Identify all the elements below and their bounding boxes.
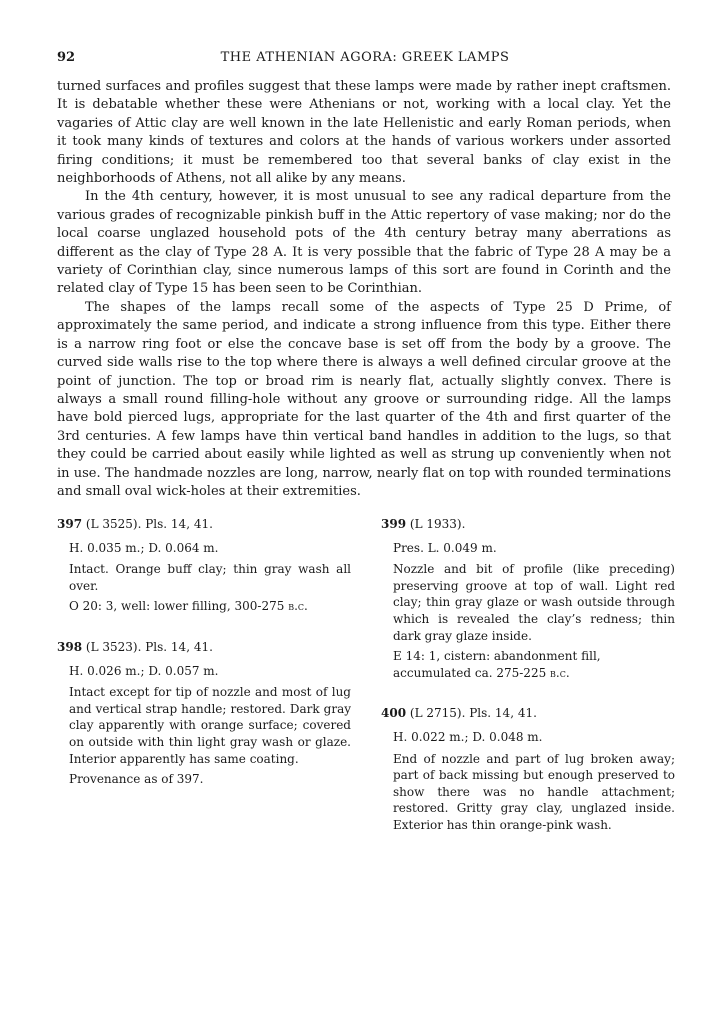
provenance-text: O 20: 3, well: lower filling, 300-275 bbox=[69, 599, 285, 614]
paragraph: The shapes of the lamps recall some of the aspects of Type 25 D Prime, of approximately the same period, and indicate a strong influence from this type. Either there is a narrow ring foot or else the concave base is set off from the body by a groove. The curved side walls rise to the top where there is always a well defined circular groove at the point of junction. The top or broad rim is nearly flat, actually slightly convex. There is always a small round filling-hole without any groove or surrounding ridge. All the lamps have bold pierced lugs, appropriate for the last quarter of the 4th and first quarter of the 3rd centuries. A few lamps have thin vertical band handles in addition to the lugs, so that they could be carried about easily while lighted as well as strung up conveniently when not in use. The handmade nozzles are long, narrow, nearly flat on top with rounded terminations and small oval wick-holes at their extremities. bbox=[57, 299, 671, 499]
running-title: THE ATHENIAN AGORA: GREEK LAMPS bbox=[220, 50, 510, 65]
inventory-number: (L 1933). bbox=[409, 517, 466, 531]
provenance-era: b.c. bbox=[288, 599, 308, 614]
catalog-column-left bbox=[57, 516, 351, 812]
catalog-column-right bbox=[381, 516, 675, 858]
page-number: 92 bbox=[57, 50, 76, 65]
inventory-number: (L 3523). bbox=[85, 639, 142, 654]
entry-heading bbox=[57, 639, 351, 656]
catalog-entry-400 bbox=[381, 705, 675, 833]
entry-number: 398 bbox=[57, 639, 83, 654]
entry-provenance bbox=[57, 598, 351, 615]
entry-number: 397 bbox=[57, 517, 83, 531]
entry-number: 400 bbox=[381, 706, 407, 721]
entry-description: End of nozzle and part of lug broken away; part of back missing but enough preserved to show there was no handle attachment; restored. Gritty gray clay, unglazed inside. Exterior has thin orange-pink wash. bbox=[393, 751, 675, 832]
paragraph: In the 4th century, however, it is most unusual to see any radical departure from the various grades of recognizable pinkish buff in the Attic repertory of vase making; nor do the local coarse unglazed household pots of the 4th century betray many aberrations as different as the clay of Type 28 A. It is very possible that the fabric of Type 28 A may be a variety of Corinthian clay, since numerous lamps of this sort are found in Corinth and the related clay of Type 15 has been seen to be Corinthian. bbox=[57, 189, 671, 297]
entry-heading bbox=[57, 516, 351, 533]
entry-description: Intact except for tip of nozzle and most of lug and vertical strap handle; restored. Dark gray clay apparently with orange surface; covered on outside with thin light gray wash or glaze. Interior apparently has same coating. bbox=[69, 685, 351, 766]
entry-number: 399 bbox=[381, 517, 407, 531]
provenance-text: Provenance as of 397. bbox=[69, 772, 204, 787]
provenance-text: E 14: 1, cistern: abandonment fill, accumulated ca. 275-225 bbox=[393, 649, 601, 680]
provenance-era: b.c. bbox=[550, 665, 570, 680]
entry-dimensions: H. 0.026 m.; D. 0.057 m. bbox=[69, 663, 219, 678]
entry-provenance bbox=[57, 771, 351, 788]
entry-heading bbox=[381, 705, 675, 722]
entry-dimensions: H. 0.022 m.; D. 0.048 m. bbox=[393, 729, 543, 744]
page-header bbox=[57, 50, 673, 70]
catalog-entry-399 bbox=[381, 516, 675, 681]
plate-reference: Pls. 14, 41. bbox=[145, 639, 213, 654]
catalog-entry-397 bbox=[57, 516, 351, 615]
body-text bbox=[57, 78, 671, 501]
plate-reference: Pls. 14, 41. bbox=[145, 517, 213, 531]
entry-heading bbox=[381, 516, 675, 533]
entry-description: Nozzle and bit of profile (like preceding) preserving groove at top of wall. Light red clay; thin gray glaze or wash outside through which is revealed the clay’s redness; thin dark gray glaze inside. bbox=[393, 562, 675, 643]
entry-description: Intact. Orange buff clay; thin gray wash all over. bbox=[69, 562, 351, 593]
entry-dimensions: H. 0.035 m.; D. 0.064 m. bbox=[69, 540, 219, 555]
entry-dimensions: Pres. L. 0.049 m. bbox=[393, 540, 497, 555]
inventory-number: (L 3525). bbox=[85, 517, 142, 531]
inventory-number: (L 2715). bbox=[409, 706, 466, 721]
paragraph: turned surfaces and profiles suggest that these lamps were made by rather inept craftsmen. It is debatable whether these were Athenians or not, working with a local clay. Yet the vagaries of Attic clay are well known in the late Hellenistic and early Roman periods, when it took many kinds of textures and colors at the hands of various workers under assorted firing conditions; it must be remembered too that several banks of clay exist in the neighborhoods of Athens, not all alike by any means. bbox=[57, 79, 671, 187]
plate-reference: Pls. 14, 41. bbox=[469, 706, 537, 721]
catalog-entry-398 bbox=[57, 639, 351, 788]
entry-provenance bbox=[381, 648, 675, 681]
